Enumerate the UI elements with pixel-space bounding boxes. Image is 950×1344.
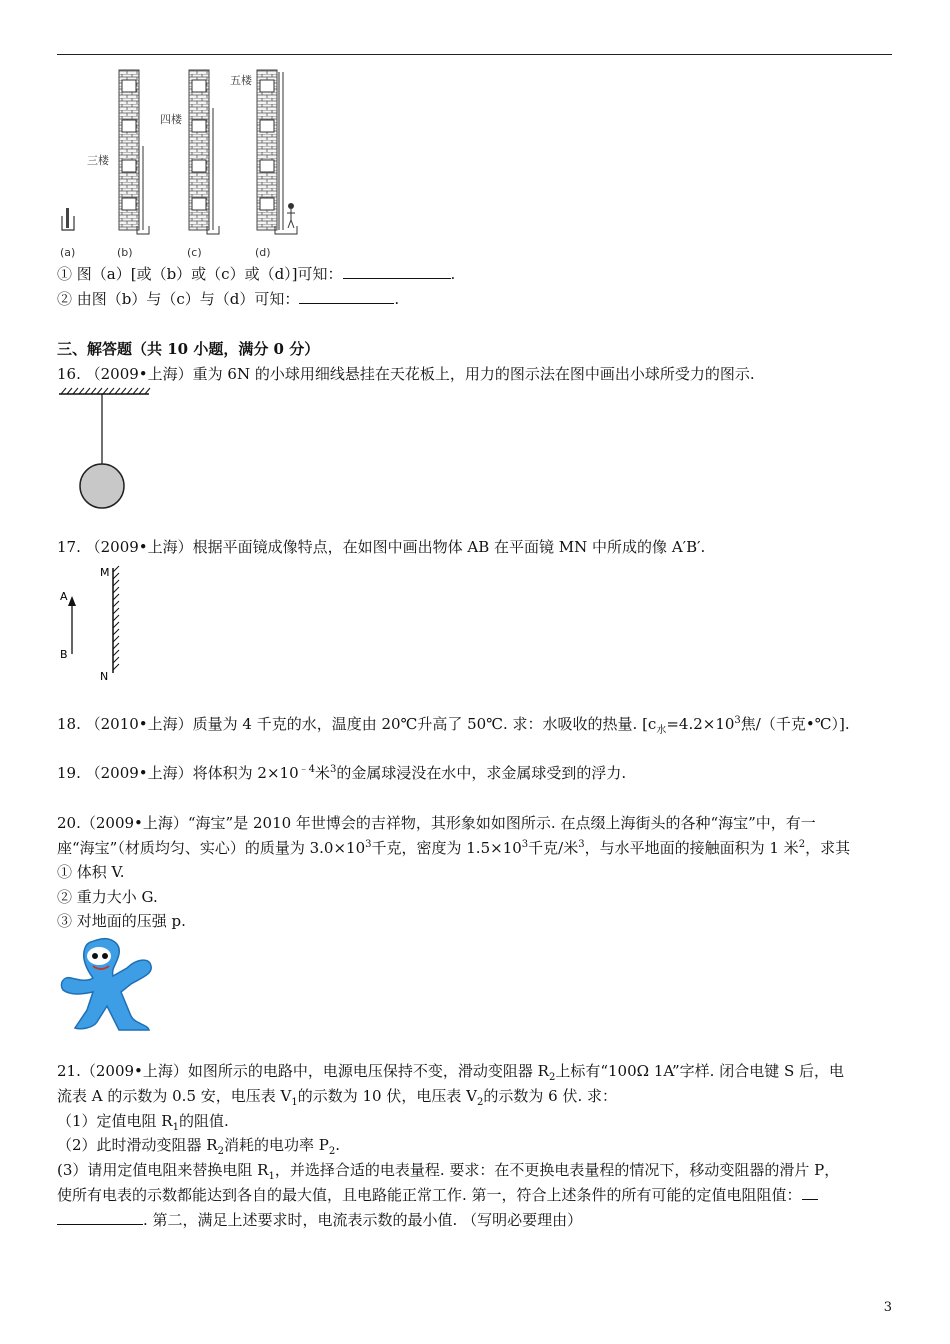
answer-blank[interactable] (299, 289, 394, 304)
q21-line-2: 流表 A 的示数为 0.5 安，电压表 $V_1$的示数为 10 伏，电压表 $V_2$的示数为 6 伏. 求： (57, 1087, 617, 1108)
caption-d: (d) (255, 246, 271, 259)
q19-text: 19. （2009•上海）将体积为 $2\times 10^{﹣4}$米$^3$的金属球浸没在水中，求金属球受到的浮力. (57, 764, 627, 782)
q21-line-4: （2）此时滑动变阻器 $R_2$消耗的电功率 $P_2$. (57, 1136, 341, 1157)
floor-label-4: 四楼 (160, 113, 182, 126)
caption-c: (c) (187, 246, 202, 259)
q21-line-1: 21.（2009•上海）如图所示的电路中，电源电压保持不变，滑动变阻器 $R_2$上标有“100Ω 1A”字样. 闭合电键 S 后，电 (57, 1062, 845, 1083)
floor-label-3: 三楼 (87, 154, 109, 167)
label-b: B (60, 648, 68, 661)
hanging-ball-figure (57, 386, 157, 516)
page-number: 3 (883, 1300, 892, 1315)
q20-item-2: ② 重力大小 G. (57, 888, 158, 906)
building-b (119, 70, 149, 234)
answer-blank[interactable] (57, 1210, 143, 1225)
label-n: N (100, 670, 109, 683)
q21-line-7: . 第二，满足上述要求时，电流表示数的最小值. （写明必要理由） (57, 1210, 582, 1230)
caption-a: (a) (60, 246, 76, 259)
q20-item-1: ① 体积 V. (57, 863, 125, 881)
q21-line-3: （1）定值电阻 $R_1$的阻值. (57, 1112, 229, 1133)
q18-text: 18. （2010•上海）质量为 4 千克的水，温度由 20℃升高了 50℃. 求：水吸收的热量. [$c_水=4.2\times 10^3$焦/（千克•℃）]. (57, 715, 850, 736)
q20-line-1: 20.（2009•上海）“海宝”是 2010 年世博会的吉祥物，其形象如如图所示. 在点缀上海街头的各种“海宝”中，有一 (57, 814, 816, 832)
ball (80, 464, 124, 508)
building-c (189, 70, 219, 234)
header-rule (57, 54, 892, 55)
haibao-mascot-image (57, 934, 157, 1034)
label-m: M (100, 566, 110, 579)
q20-line-2: 座“海宝”（材质均匀、实心）的质量为 $3.0\times 10^3$千克，密度为 $1.5\times 10^3$千克/米$^3$，与水平地面的接触面积为 1 米$^2$，求其 (57, 839, 851, 857)
mirror-figure (57, 560, 137, 685)
q15-line-1: ① 图（a）[或（b）或（c）或（d）]可知： . (57, 265, 456, 283)
caption-b: (b) (117, 246, 133, 259)
building-figure (57, 68, 312, 263)
building-d (257, 70, 297, 234)
answer-blank[interactable] (802, 1185, 818, 1200)
answer-blank[interactable] (343, 264, 451, 279)
q21-line-6: 使所有电表的示数都能达到各自的最大值，且电路能正常工作. 第一，符合上述条件的所有可能的定值电阻阻值： (57, 1185, 818, 1205)
q17-text: 17. （2009•上海）根据平面镜成像特点，在如图中画出物体 AB 在平面镜 MN 中所成的像 A′B′. (57, 538, 706, 556)
beaker-a (62, 208, 74, 230)
q21-line-5: (3）请用定值电阻来替换电阻 $R_1$，并选择合适的电表量程. 要求：在不更换电表量程的情况下，移动变阻器的滑片 P， (57, 1161, 840, 1182)
floor-label-5: 五楼 (230, 74, 252, 87)
label-a: A (60, 590, 68, 603)
section-title: 三、解答题（共 10 小题，满分 0 分） (57, 340, 320, 358)
q16-text: 16. （2009•上海）重为 6N 的小球用细线悬挂在天花板上，用力的图示法在图中画出小球所受力的图示. (57, 365, 755, 383)
q20-item-3: ③ 对地面的压强 p. (57, 912, 186, 930)
q15-line-2: ② 由图（b）与（c）与（d）可知： . (57, 290, 400, 308)
